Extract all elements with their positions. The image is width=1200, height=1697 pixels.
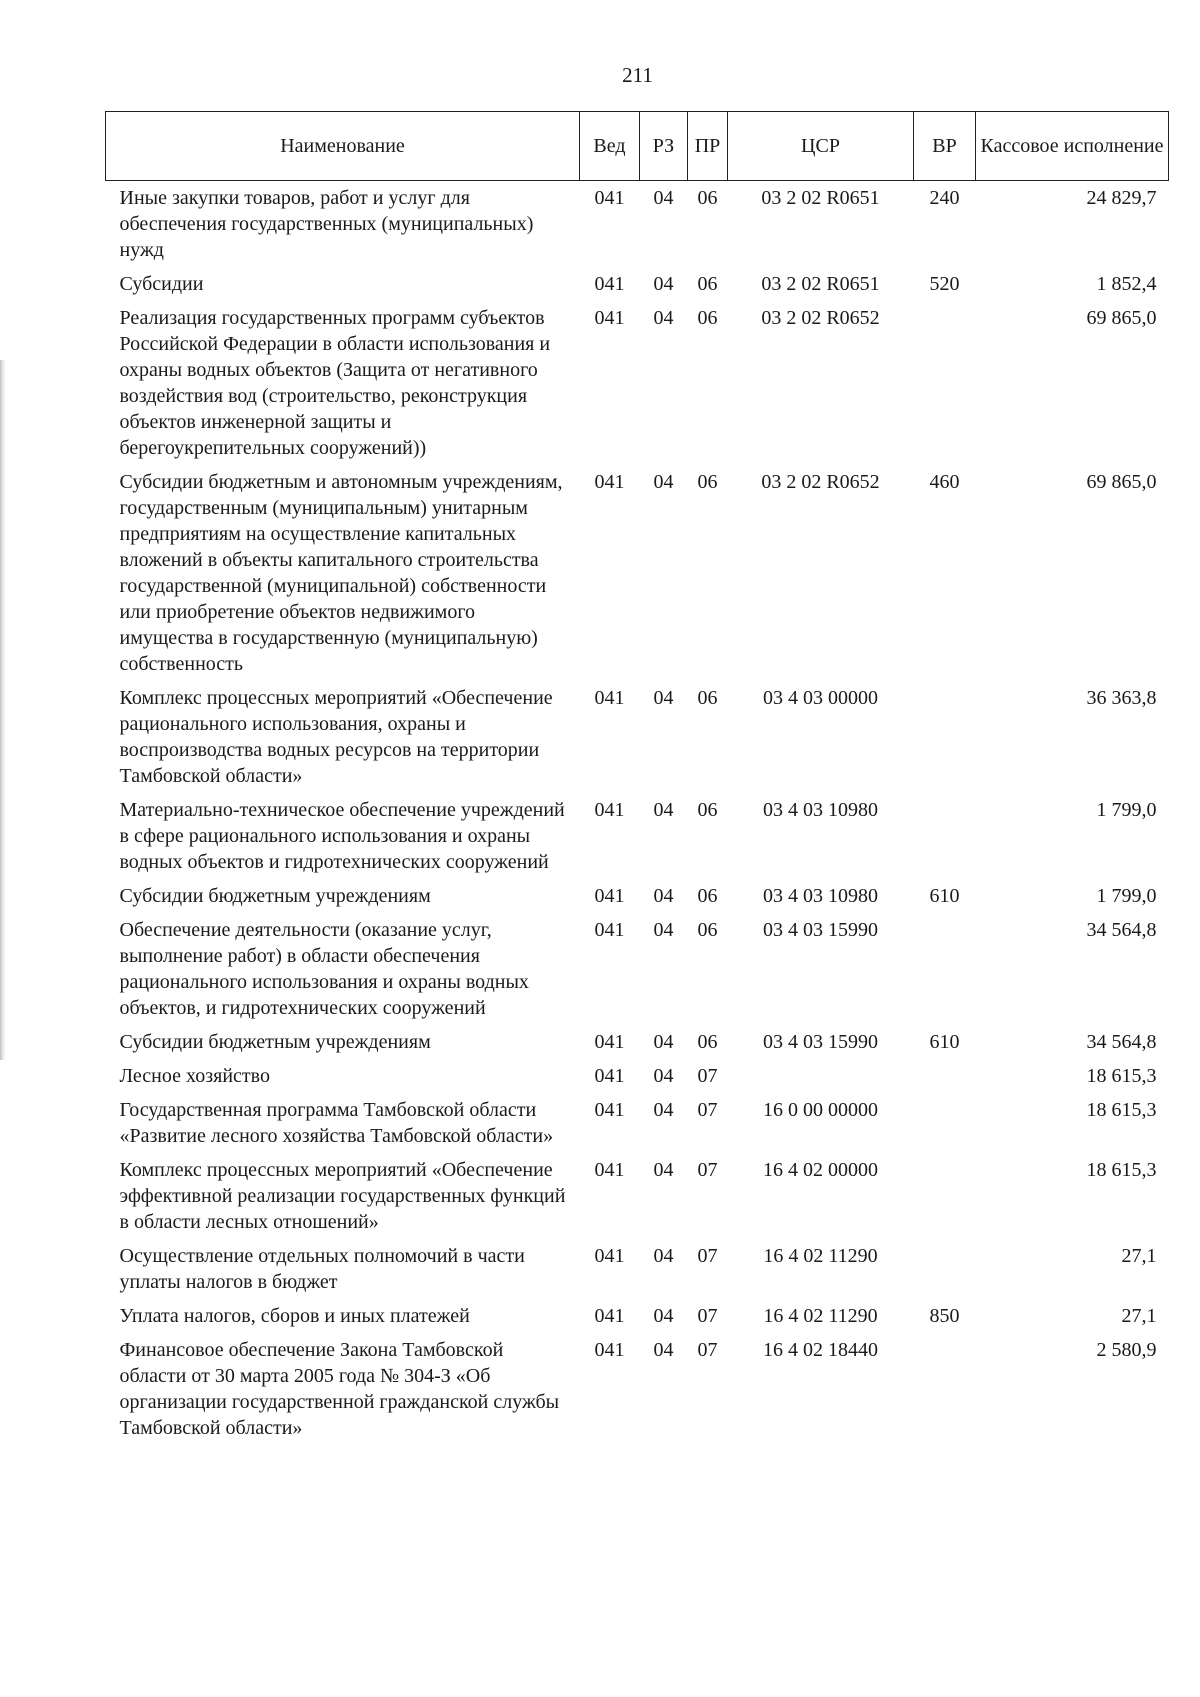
cell-name: Комплекс процессных мероприятий «Обеспечение рационального использования, охраны и воспроизводства водных ресурсов на территории Тамбовской области» [119, 687, 553, 787]
cell-sum: 1 799,0 [1096, 799, 1157, 821]
cell-sum: 69 865,0 [1086, 471, 1157, 493]
cell-csr [728, 1059, 914, 1093]
table-row [106, 1299, 1169, 1333]
cell-name: Финансовое обеспечение Закона Тамбовской области от 30 марта 2005 года № 304-З «Об организации государственной гражданской службы Тамбовской области» [119, 1339, 560, 1439]
cell-sum: 18 615,3 [1086, 1065, 1157, 1087]
cell-name: Субсидии бюджетным и автономным учреждениям, государственным (муниципальным) унитарным предприятиям на осуществление капитальных вложений в объекты капитального строительства государственной (муниципальной) собственности или приобретение объектов недвижимого имущества в государственную (муниципальную) собственность [119, 471, 563, 675]
table-row [106, 1059, 1169, 1093]
cell-name: Уплата налогов, сборов и иных платежей [119, 1305, 470, 1327]
cell-vr: 610 [929, 1031, 960, 1053]
cell-ved: 041 [594, 799, 625, 821]
cell-name: Субсидии [119, 273, 204, 295]
cell-rz: 04 [653, 307, 674, 329]
cell-vr: 610 [929, 885, 960, 907]
header-sum: Кассовое исполнение [976, 112, 1169, 181]
cell-sum: 36 363,8 [1086, 687, 1157, 709]
header-name: Наименование [106, 112, 580, 181]
cell-csr: 16 0 00 00000 [763, 1099, 878, 1121]
table-row [106, 879, 1169, 913]
cell-pr: 07 [697, 1159, 718, 1181]
cell-ved: 041 [594, 687, 625, 709]
cell-sum: 1 852,4 [1096, 273, 1157, 295]
cell-rz: 04 [653, 1339, 674, 1361]
cell-csr: 16 4 02 18440 [763, 1339, 878, 1361]
cell-rz: 04 [653, 1159, 674, 1181]
cell-sum: 1 799,0 [1096, 885, 1157, 907]
cell-vr [914, 1333, 976, 1445]
table-row [106, 267, 1169, 301]
cell-ved: 041 [594, 471, 625, 493]
cell-rz: 04 [653, 919, 674, 941]
table-row [106, 1093, 1169, 1153]
cell-vr: 240 [929, 187, 960, 209]
table-row [106, 793, 1169, 879]
cell-rz: 04 [653, 885, 674, 907]
table-row [106, 465, 1169, 681]
cell-csr: 03 2 02 R0651 [761, 273, 880, 295]
cell-ved: 041 [594, 1099, 625, 1121]
cell-name: Обеспечение деятельности (оказание услуг, выполнение работ) в области обеспечения рационального использования и охраны водных объектов, и гидротехнических сооружений [119, 919, 529, 1019]
cell-ved: 041 [594, 885, 625, 907]
cell-vr [914, 301, 976, 465]
table-row [106, 1025, 1169, 1059]
cell-sum: 27,1 [1121, 1245, 1157, 1267]
cell-pr: 06 [697, 273, 718, 295]
cell-csr: 16 4 02 11290 [763, 1305, 878, 1327]
cell-csr: 03 2 02 R0651 [761, 187, 880, 209]
cell-pr: 07 [697, 1099, 718, 1121]
cell-pr: 06 [697, 1031, 718, 1053]
header-ved: Вед [580, 112, 640, 181]
cell-ved: 041 [594, 187, 625, 209]
header-vr: ВР [914, 112, 976, 181]
cell-sum: 34 564,8 [1086, 919, 1157, 941]
header-csr: ЦСР [728, 112, 914, 181]
cell-rz: 04 [653, 687, 674, 709]
table-row [106, 301, 1169, 465]
table-row [106, 1333, 1169, 1445]
table-body [106, 181, 1169, 1446]
cell-csr: 03 2 02 R0652 [761, 471, 880, 493]
table-header [106, 112, 1169, 181]
cell-ved: 041 [594, 307, 625, 329]
header-pr: ПР [688, 112, 728, 181]
cell-csr: 03 4 03 15990 [763, 1031, 878, 1053]
page-number: 211 [622, 63, 653, 87]
header-rz: РЗ [640, 112, 688, 181]
cell-pr: 06 [697, 919, 718, 941]
cell-rz: 04 [653, 1245, 674, 1267]
cell-ved: 041 [594, 273, 625, 295]
cell-vr: 460 [929, 471, 960, 493]
cell-ved: 041 [594, 1065, 625, 1087]
cell-sum: 18 615,3 [1086, 1099, 1157, 1121]
cell-ved: 041 [594, 1031, 625, 1053]
cell-rz: 04 [653, 1099, 674, 1121]
cell-rz: 04 [653, 1031, 674, 1053]
cell-csr: 16 4 02 00000 [763, 1159, 878, 1181]
cell-name: Материально-техническое обеспечение учреждений в сфере рационального использования и охраны водных объектов и гидротехнических сооружений [119, 799, 565, 873]
cell-vr [914, 913, 976, 1025]
cell-rz: 04 [653, 1305, 674, 1327]
cell-sum: 69 865,0 [1086, 307, 1157, 329]
cell-pr: 07 [697, 1305, 718, 1327]
cell-csr: 16 4 02 11290 [763, 1245, 878, 1267]
cell-pr: 06 [697, 799, 718, 821]
cell-name: Реализация государственных программ субъектов Российской Федерации в области использования и охраны водных объектов (Защита от негативного воздействия вод (строительство, реконструкция объектов инженерной защиты и берегоукрепительных сооружений)) [119, 307, 551, 459]
cell-pr: 06 [697, 885, 718, 907]
cell-rz: 04 [653, 187, 674, 209]
cell-name: Комплекс процессных мероприятий «Обеспечение эффективной реализации государственных функций в области лесных отношений» [119, 1159, 566, 1233]
budget-table [105, 111, 1169, 1445]
cell-csr: 03 2 02 R0652 [761, 307, 880, 329]
cell-name: Субсидии бюджетным учреждениям [119, 1031, 431, 1053]
cell-pr: 07 [697, 1245, 718, 1267]
cell-vr [914, 681, 976, 793]
cell-vr [914, 793, 976, 879]
cell-sum: 27,1 [1121, 1305, 1157, 1327]
cell-ved: 041 [594, 1305, 625, 1327]
cell-csr: 03 4 03 15990 [763, 919, 878, 941]
table-row [106, 1239, 1169, 1299]
cell-name: Государственная программа Тамбовской области «Развитие лесного хозяйства Тамбовской области» [119, 1099, 554, 1147]
table-row [106, 1153, 1169, 1239]
cell-vr: 520 [929, 273, 960, 295]
cell-pr: 06 [697, 471, 718, 493]
cell-pr: 07 [697, 1065, 718, 1087]
cell-vr [914, 1093, 976, 1153]
cell-name: Субсидии бюджетным учреждениям [119, 885, 431, 907]
cell-vr [914, 1153, 976, 1239]
cell-sum: 2 580,9 [1096, 1339, 1157, 1361]
cell-ved: 041 [594, 919, 625, 941]
cell-ved: 041 [594, 1159, 625, 1181]
cell-name: Иные закупки товаров, работ и услуг для обеспечения государственных (муниципальных) нужд [119, 187, 534, 261]
cell-sum: 34 564,8 [1086, 1031, 1157, 1053]
cell-rz: 04 [653, 799, 674, 821]
cell-pr: 06 [697, 687, 718, 709]
cell-sum: 18 615,3 [1086, 1159, 1157, 1181]
table-row [106, 913, 1169, 1025]
table-row [106, 181, 1169, 268]
cell-vr [914, 1239, 976, 1299]
scan-edge-artifact [0, 360, 6, 1060]
cell-vr: 850 [929, 1305, 960, 1327]
cell-pr: 06 [697, 187, 718, 209]
cell-ved: 041 [594, 1339, 625, 1361]
cell-name: Осуществление отдельных полномочий в части уплаты налогов в бюджет [119, 1245, 525, 1293]
cell-csr: 03 4 03 10980 [763, 799, 878, 821]
cell-csr: 03 4 03 10980 [763, 885, 878, 907]
cell-rz: 04 [653, 471, 674, 493]
cell-vr [914, 1059, 976, 1093]
cell-csr: 03 4 03 00000 [763, 687, 878, 709]
cell-sum: 24 829,7 [1086, 187, 1157, 209]
cell-ved: 041 [594, 1245, 625, 1267]
cell-rz: 04 [653, 273, 674, 295]
cell-name: Лесное хозяйство [119, 1065, 270, 1087]
cell-pr: 06 [697, 307, 718, 329]
cell-rz: 04 [653, 1065, 674, 1087]
cell-pr: 07 [697, 1339, 718, 1361]
table-row [106, 681, 1169, 793]
